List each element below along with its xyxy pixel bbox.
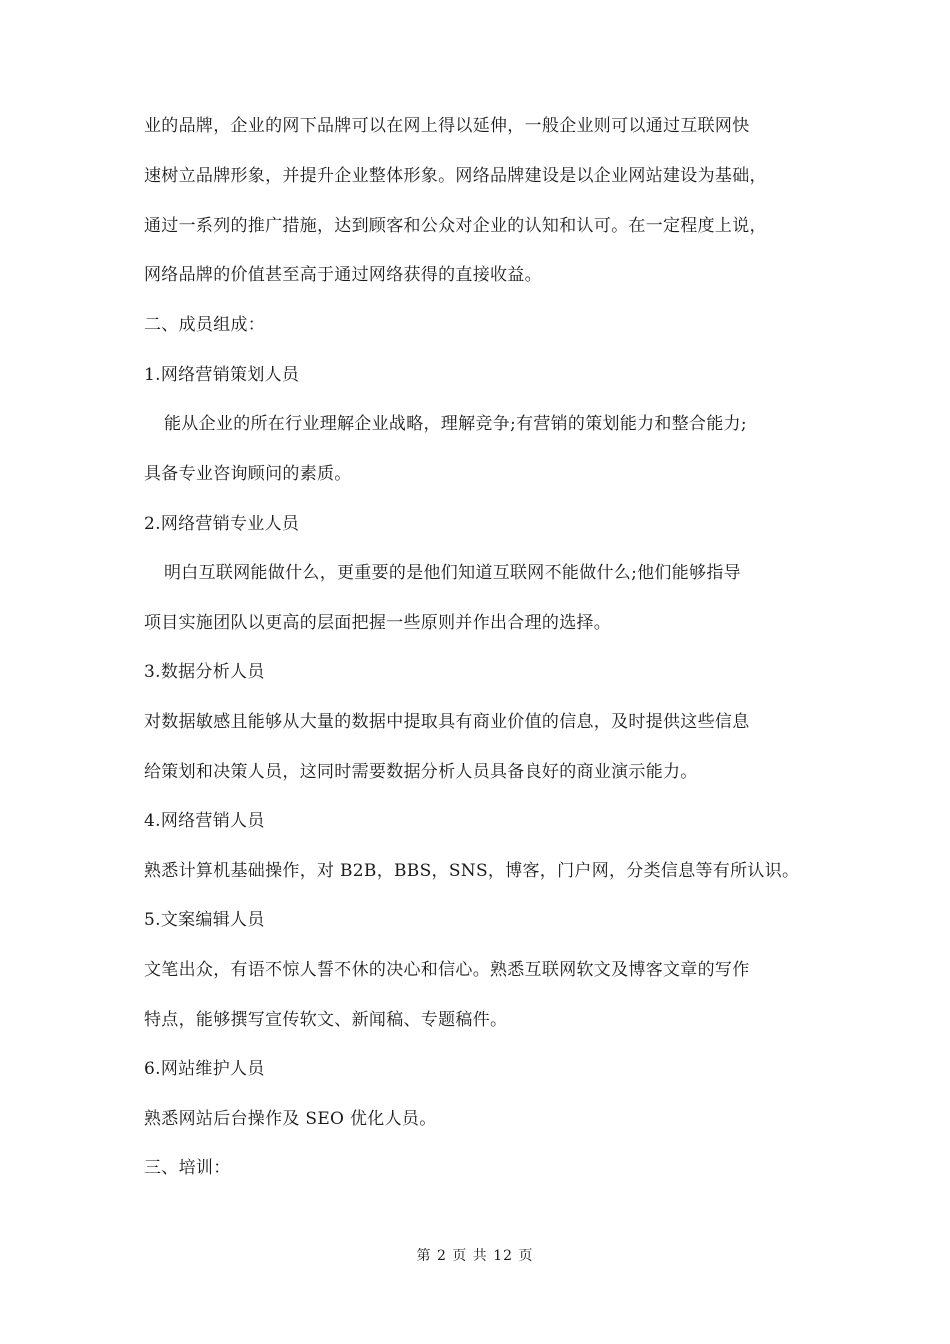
role-title-3: 3.数据分析人员 [144,662,265,682]
role-desc-2-line-1: 明白互联网能做什么，更重要的是他们知道互联网不能做什么;他们能够指导 [164,563,741,583]
role-desc-5-line-1: 文笔出众，有语不惊人誓不休的决心和信心。熟悉互联网软文及博客文章的写作 [144,960,750,980]
role-title-1: 1.网络营销策划人员 [144,365,300,385]
role-desc-1-line-1: 能从企业的所在行业理解企业战略，理解竞争;有营销的策划能力和整合能力; [164,414,747,434]
role-desc-4-line-1: 熟悉计算机基础操作，对 B2B，BBS，SNS，博客，门户网，分类信息等有所认识。 [144,861,800,881]
role-desc-3-line-2: 给策划和决策人员，这同时需要数据分析人员具备良好的商业演示能力。 [144,762,698,782]
intro-line-4: 网络品牌的价值甚至高于通过网络获得的直接收益。 [144,265,542,285]
section-heading-training: 三、培训： [144,1158,231,1178]
role-desc-3-line-1: 对数据敏感且能够从大量的数据中提取具有商业价值的信息，及时提供这些信息 [144,712,750,732]
role-title-5: 5.文案编辑人员 [144,910,265,930]
role-title-2: 2.网络营销专业人员 [144,514,300,534]
role-desc-1-line-2: 具备专业咨询顾问的素质。 [144,464,352,484]
section-heading-members: 二、成员组成： [144,315,266,335]
page-number-footer: 第 2 页 共 12 页 [416,1248,534,1264]
role-title-4: 4.网络营销人员 [144,811,265,831]
intro-line-3: 通过一系列的推广措施，达到顾客和公众对企业的认知和认可。在一定程度上说， [144,216,767,236]
role-desc-2-line-2: 项目实施团队以更高的层面把握一些原则并作出合理的选择。 [144,613,612,633]
intro-line-2: 速树立品牌形象，并提升企业整体形象。网络品牌建设是以企业网站建设为基础， [144,166,767,186]
role-desc-6-line-1: 熟悉网站后台操作及 SEO 优化人员。 [144,1109,437,1129]
role-title-6: 6.网站维护人员 [144,1059,265,1079]
intro-line-1: 业的品牌，企业的网下品牌可以在网上得以延伸，一般企业则可以通过互联网快 [144,116,750,136]
role-desc-5-line-2: 特点，能够撰写宣传软文、新闻稿、专题稿件。 [144,1010,508,1030]
